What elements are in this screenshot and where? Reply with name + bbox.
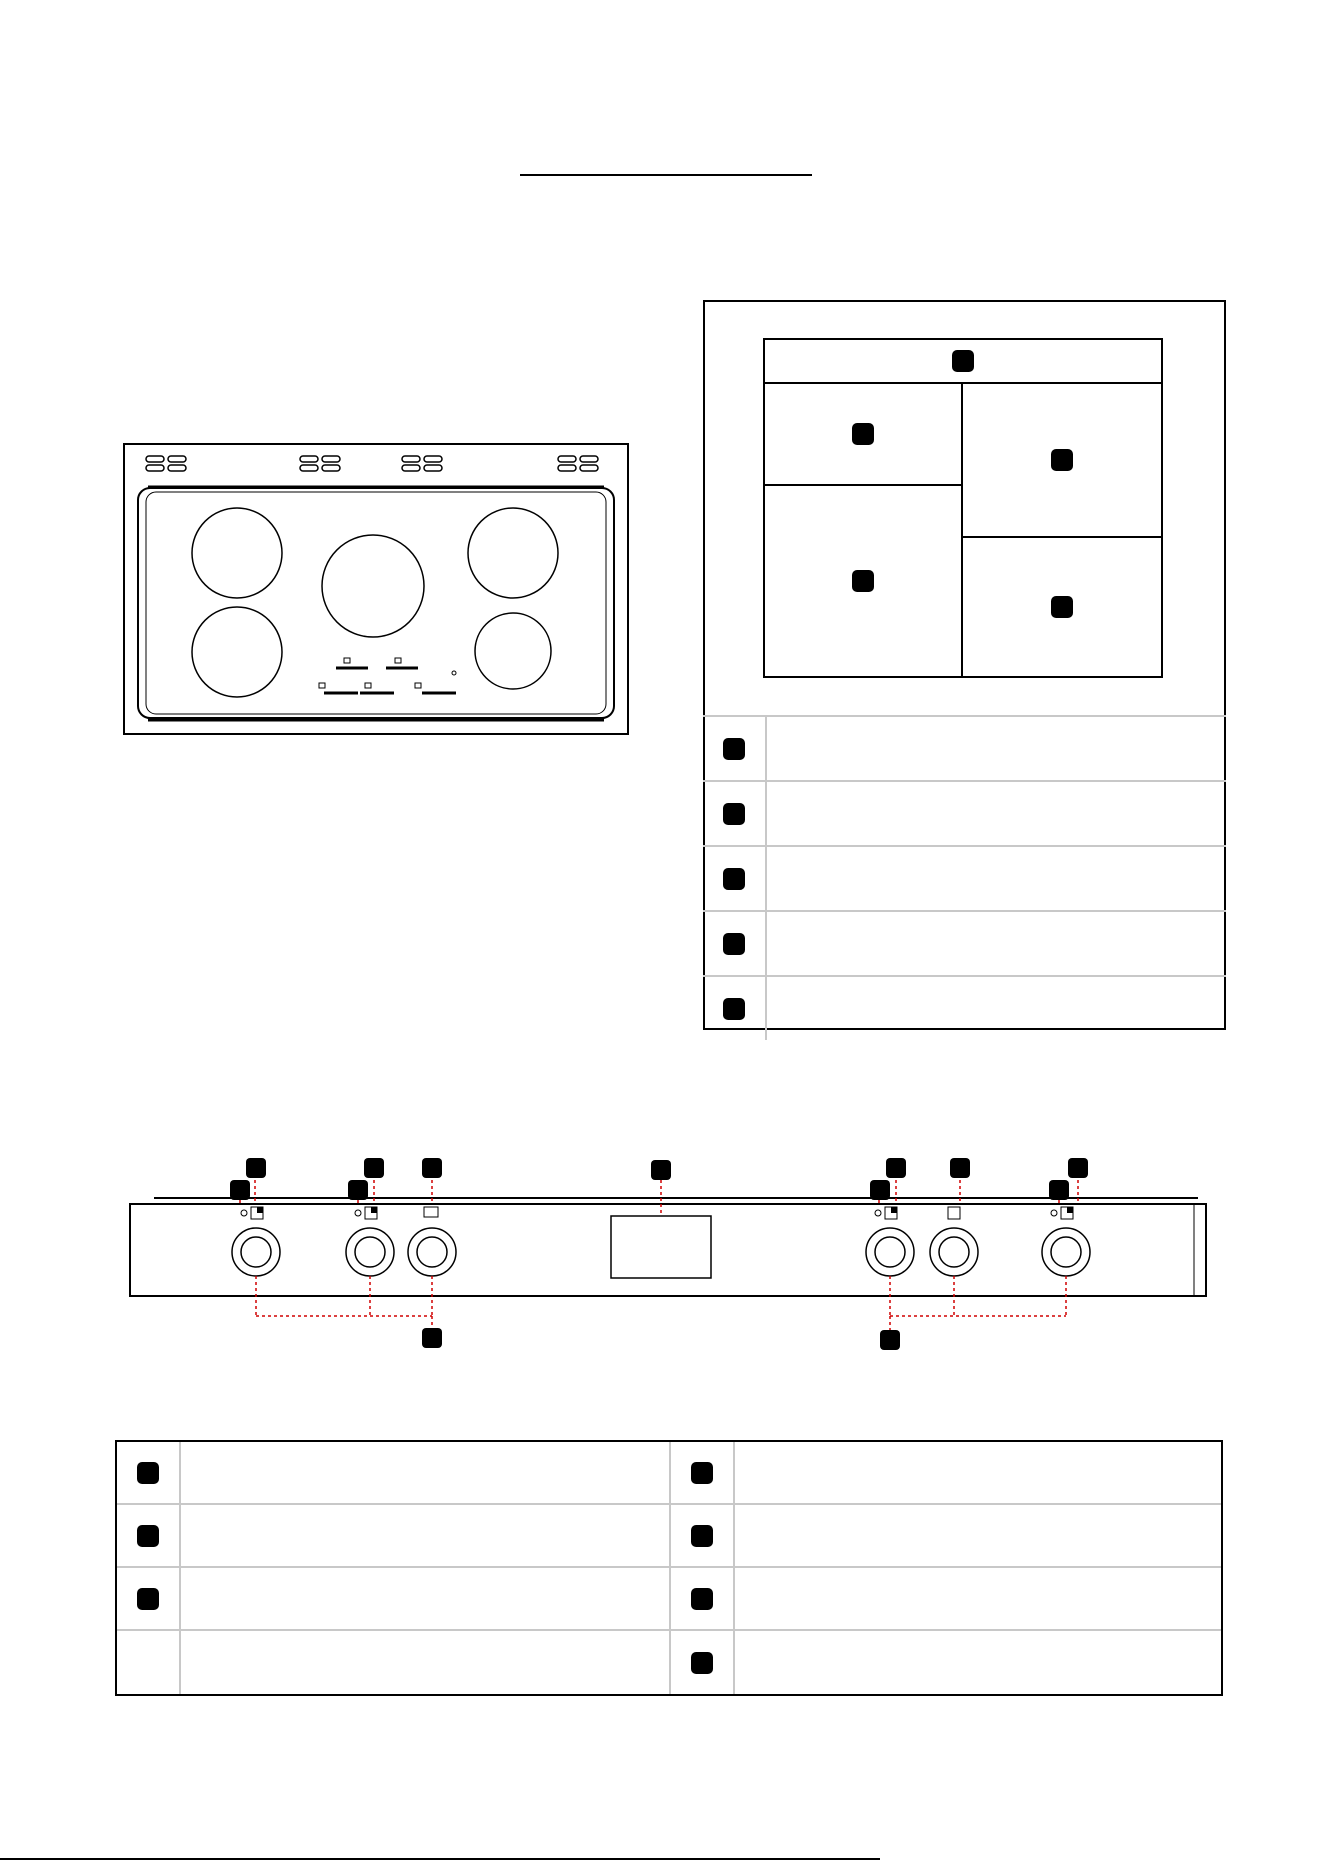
callout-marker <box>1051 596 1073 618</box>
zone-legend-label <box>767 782 1226 845</box>
callout-marker <box>852 423 874 445</box>
page-title <box>520 146 812 172</box>
callout-marker <box>691 1462 713 1484</box>
zone-left-bottom <box>765 486 963 676</box>
zone-right-bottom <box>963 538 1161 676</box>
vent-group <box>146 456 598 471</box>
table-row <box>671 1505 1221 1568</box>
burner-left-front <box>192 607 282 697</box>
callout-marker <box>137 1588 159 1610</box>
callout-marker <box>723 868 745 890</box>
callout-marker <box>952 350 974 372</box>
callout-marker <box>691 1588 713 1610</box>
zone-top <box>765 340 1161 384</box>
zone-legend-label <box>767 717 1226 780</box>
zone-indicator-icon <box>241 1207 1073 1219</box>
callout-marker <box>723 933 745 955</box>
burner-left-rear <box>192 508 282 598</box>
table-row <box>671 1442 1221 1505</box>
zone-legend-list <box>703 715 1226 1040</box>
zone-legend-label <box>767 912 1226 975</box>
table-row <box>117 1442 669 1505</box>
table-row <box>671 1631 1221 1694</box>
burner-right-front <box>475 613 551 689</box>
table-row <box>117 1568 669 1631</box>
hob-diagram <box>120 440 632 740</box>
control-panel-diagram <box>120 1150 1220 1360</box>
callout-marker <box>691 1525 713 1547</box>
callout-marker <box>1051 449 1073 471</box>
control-legend-table <box>115 1440 1223 1696</box>
zone-layout-grid <box>763 338 1163 678</box>
zone-legend-label <box>767 847 1226 910</box>
zone-right-top <box>963 384 1161 538</box>
display-screen <box>611 1216 711 1278</box>
list-item <box>703 715 1226 780</box>
callout-marker <box>852 570 874 592</box>
callout-marker <box>723 738 745 760</box>
zone-legend-label <box>767 977 1226 1040</box>
list-item <box>703 845 1226 910</box>
table-row <box>671 1568 1221 1631</box>
table-row <box>117 1631 669 1694</box>
callout-marker <box>723 803 745 825</box>
burner-right-rear <box>468 508 558 598</box>
list-item <box>703 975 1226 1040</box>
list-item <box>703 780 1226 845</box>
knob-icon <box>232 1228 1090 1276</box>
burner-center <box>322 535 424 637</box>
callout-marker <box>723 998 745 1020</box>
callout-marker <box>137 1462 159 1484</box>
title-underline <box>520 174 812 176</box>
callout-marker <box>137 1525 159 1547</box>
callout-marker <box>691 1652 713 1674</box>
footer-divider <box>0 1858 880 1860</box>
list-item <box>703 910 1226 975</box>
zone-left-top <box>765 384 963 486</box>
table-row <box>117 1505 669 1568</box>
